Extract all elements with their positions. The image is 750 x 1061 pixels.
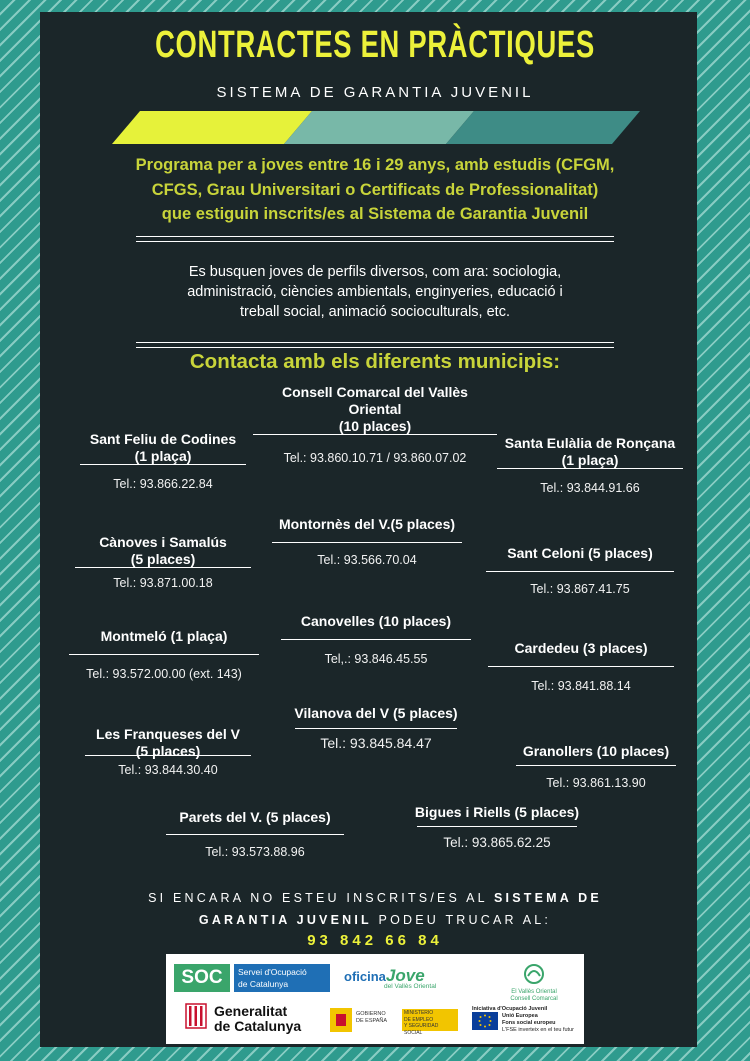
sponsor-logos xyxy=(166,954,584,1044)
municipality-phone: Tel.: 93.865.62.25 xyxy=(443,835,551,850)
municipality-les-franqueses-del-v xyxy=(68,726,268,777)
municipality-canovelles xyxy=(276,613,476,666)
underline xyxy=(272,542,462,543)
divider xyxy=(136,236,614,242)
gobierno-espana-logo: GOBIERNO DE ESPAÑA MINISTERIO DE EMPLEO Y SEGURIDAD SOCIAL xyxy=(330,1008,460,1034)
municipality-name: Canovelles (10 places) xyxy=(300,613,452,629)
municipality-name: Bigues i Riells (5 places) xyxy=(414,804,580,820)
stripe-dark-teal xyxy=(446,111,640,144)
municipality-phone: Tel.: 93.573.88.96 xyxy=(205,845,305,859)
municipality-montornes xyxy=(262,516,472,567)
municipality-phone: Tel.: 93.841.88.14 xyxy=(531,679,631,693)
municipality-phone: Tel.: 93.866.22.84 xyxy=(113,477,213,491)
intro-line: Programa per a joves entre 16 i 29 anys, amb estudis (CFGM, xyxy=(135,156,615,174)
poster-subtitle: SISTEMA DE GARANTIA JUVENIL xyxy=(216,84,534,101)
municipality-name: Santa Eulàlia de Ronçana (1 plaça) xyxy=(504,435,676,468)
municipality-parets-del-v xyxy=(160,809,350,859)
divider xyxy=(136,342,614,348)
eu-logo xyxy=(472,1006,582,1038)
intro-line: que estiguin inscrits/es al Sistema de Garantia Juvenil xyxy=(161,205,589,223)
municipality-name: Consell Comarcal del Vallès Oriental (10 places) xyxy=(282,384,468,434)
underline xyxy=(69,654,259,655)
eu-text: Iniciativa d'Ocupació Juvenil Unió Europea Fons social europeu L'FSE inverteix en el teu futur xyxy=(472,1006,574,1033)
spain-shield-icon xyxy=(330,1008,352,1032)
soc-mark: SOC xyxy=(174,964,230,992)
municipality-name: Montornès del V.(5 places) xyxy=(278,516,456,532)
municipality-phone: Tel.: 93.860.10.71 / 93.860.07.02 xyxy=(283,451,467,465)
underline xyxy=(516,765,676,766)
intro-line: CFGS, Grau Universitari o Certificats de Professionalitat) xyxy=(151,180,599,199)
municipality-bigues-i-riells xyxy=(400,804,594,850)
stripe-yellow xyxy=(112,111,312,144)
municipality-name: Sant Celoni (5 places) xyxy=(507,545,653,561)
municipality-phone: Tel,.: 93.846.45.55 xyxy=(324,652,428,666)
underline xyxy=(281,639,471,640)
generalitat-logo: Generalitat de Catalunya xyxy=(184,1002,324,1036)
municipality-phone: Tel.: 93.871.00.18 xyxy=(113,576,213,590)
stripe-teal xyxy=(284,111,474,144)
municipality-cardedeu xyxy=(486,640,676,693)
profiles-line: Es busquen joves de perfils diversos, com ara: sociologia, xyxy=(188,264,562,280)
municipality-name: Vilanova del V (5 places) xyxy=(294,705,458,721)
underline xyxy=(488,666,674,667)
profiles-line: treball social, animació socioculturals, etc. xyxy=(240,304,510,320)
municipality-phone: Tel.: 93.844.91.66 xyxy=(540,481,640,495)
municipality-sant-feliu-de-codines xyxy=(68,431,258,491)
underline xyxy=(166,834,344,835)
municipality-name: Parets del V. (5 places) xyxy=(179,809,331,825)
municipality-montmelo xyxy=(64,628,264,681)
municipality-canoves-i-samalus xyxy=(68,534,258,590)
municipality-phone: Tel.: 93.572.00.00 (ext. 143) xyxy=(86,667,242,681)
underline xyxy=(486,571,674,572)
municipality-sant-celoni xyxy=(482,545,678,596)
municipality-granollers xyxy=(500,743,692,790)
municipality-consell-comarcal xyxy=(250,384,500,465)
contact-heading: Contacta amb els diferents municipis: xyxy=(189,350,561,373)
municipality-phone: Tel.: 93.844.30.40 xyxy=(118,763,218,777)
municipality-phone: Tel.: 93.861.13.90 xyxy=(546,776,646,790)
municipality-name: Granollers (10 places) xyxy=(522,743,670,759)
decorative-stripes xyxy=(112,111,640,144)
municipality-phone: Tel.: 93.566.70.04 xyxy=(317,553,417,567)
underline xyxy=(295,728,457,729)
ministerio-box: MINISTERIO DE EMPLEO Y SEGURIDAD SOCIAL xyxy=(402,1009,458,1031)
valles-oriental-icon xyxy=(523,964,545,984)
municipality-name: Sant Feliu de Codines (1 plaça) xyxy=(89,431,237,464)
soc-logo xyxy=(174,964,330,992)
municipality-name: Cànoves i Samalús (5 places) xyxy=(99,534,227,567)
program-description xyxy=(90,153,660,227)
valles-oriental-logo: El Vallès Oriental Consell Comarcal xyxy=(494,964,574,998)
generalitat-icon xyxy=(184,1002,208,1034)
municipality-vilanova-del-v xyxy=(280,705,472,751)
municipality-name: Les Franqueses del V (5 places) xyxy=(96,726,240,759)
municipality-phone: Tel.: 93.845.84.47 xyxy=(320,735,432,751)
oficina-jove-logo: oficinaJove del Vallès Oriental xyxy=(344,966,437,990)
poster-title: CONTRACTES EN PRÀCTIQUES xyxy=(155,24,595,66)
municipality-santa-eulalia-de-roncana xyxy=(490,435,690,495)
municipality-name: Montmeló (1 plaça) xyxy=(100,628,228,644)
soc-text: Servei d'Ocupació de Catalunya xyxy=(234,964,330,992)
municipality-phone: Tel.: 93.867.41.75 xyxy=(530,582,630,596)
underline xyxy=(417,826,577,827)
profiles-line: administració, ciències ambientals, enginyeries, educació i xyxy=(187,284,563,300)
municipality-name: Cardedeu (3 places) xyxy=(514,640,648,656)
profiles-description xyxy=(120,262,630,322)
registration-note: SI ENCARA NO ESTEU INSCRITS/ES AL SISTEMA DE GARANTIA JUVENIL PODEU TRUCAR AL: xyxy=(148,891,602,927)
contact-phone[interactable]: 93 842 66 84 xyxy=(307,932,443,949)
